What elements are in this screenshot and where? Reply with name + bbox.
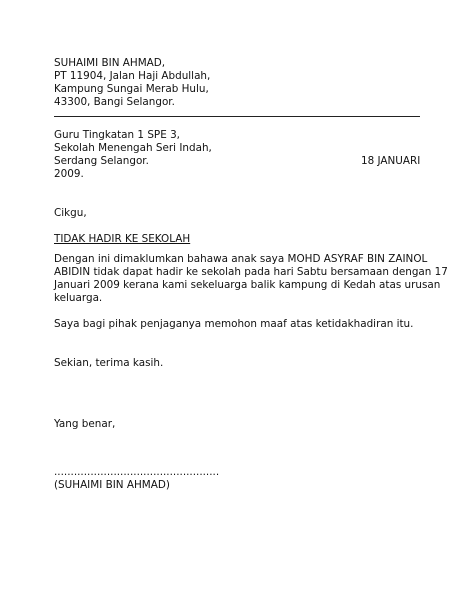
sender-address-line-3: 43300, Bangi Selangor. xyxy=(54,96,175,108)
letter-date: 18 JANUARI xyxy=(361,155,421,167)
body-paragraph-1-line-3: Januari 2009 kerana kami sekeluarga balik kampung di Kedah atas urusan xyxy=(54,279,441,291)
body-paragraph-1-line-2: ABIDIN tidak dapat hadir ke sekolah pada hari Sabtu bersamaan dengan 17 xyxy=(54,266,448,278)
header-divider xyxy=(54,116,420,117)
sender-address-line-2: Kampung Sungai Merab Hulu, xyxy=(54,83,209,95)
greeting: Cikgu, xyxy=(54,207,87,219)
sender-name: SUHAIMI BIN AHMAD, xyxy=(54,57,166,69)
sender-address-line-1: PT 11904, Jalan Haji Abdullah, xyxy=(54,70,211,82)
body-paragraph-1-line-1: Dengan ini dimaklumkan bahawa anak saya MOHD ASYRAF BIN ZAINOL xyxy=(54,253,428,265)
subject-heading: TIDAK HADIR KE SEKOLAH xyxy=(54,233,191,245)
recipient-line-2: Sekolah Menengah Seri Indah, xyxy=(54,142,212,154)
body-paragraph-2: Saya bagi pihak penjaganya memohon maaf atas ketidakhadiran itu. xyxy=(54,318,414,330)
signature-name: (SUHAIMI BIN AHMAD) xyxy=(54,479,170,491)
signature-dotted-line: .................................................. xyxy=(54,466,220,478)
closing: Sekian, terima kasih. xyxy=(54,357,164,369)
recipient-line-3: Serdang Selangor. xyxy=(54,155,149,167)
sign-off: Yang benar, xyxy=(54,418,116,430)
letter-date-year: 2009. xyxy=(54,168,84,180)
recipient-line-1: Guru Tingkatan 1 SPE 3, xyxy=(54,129,180,141)
body-paragraph-1-line-4: keluarga. xyxy=(54,292,103,304)
